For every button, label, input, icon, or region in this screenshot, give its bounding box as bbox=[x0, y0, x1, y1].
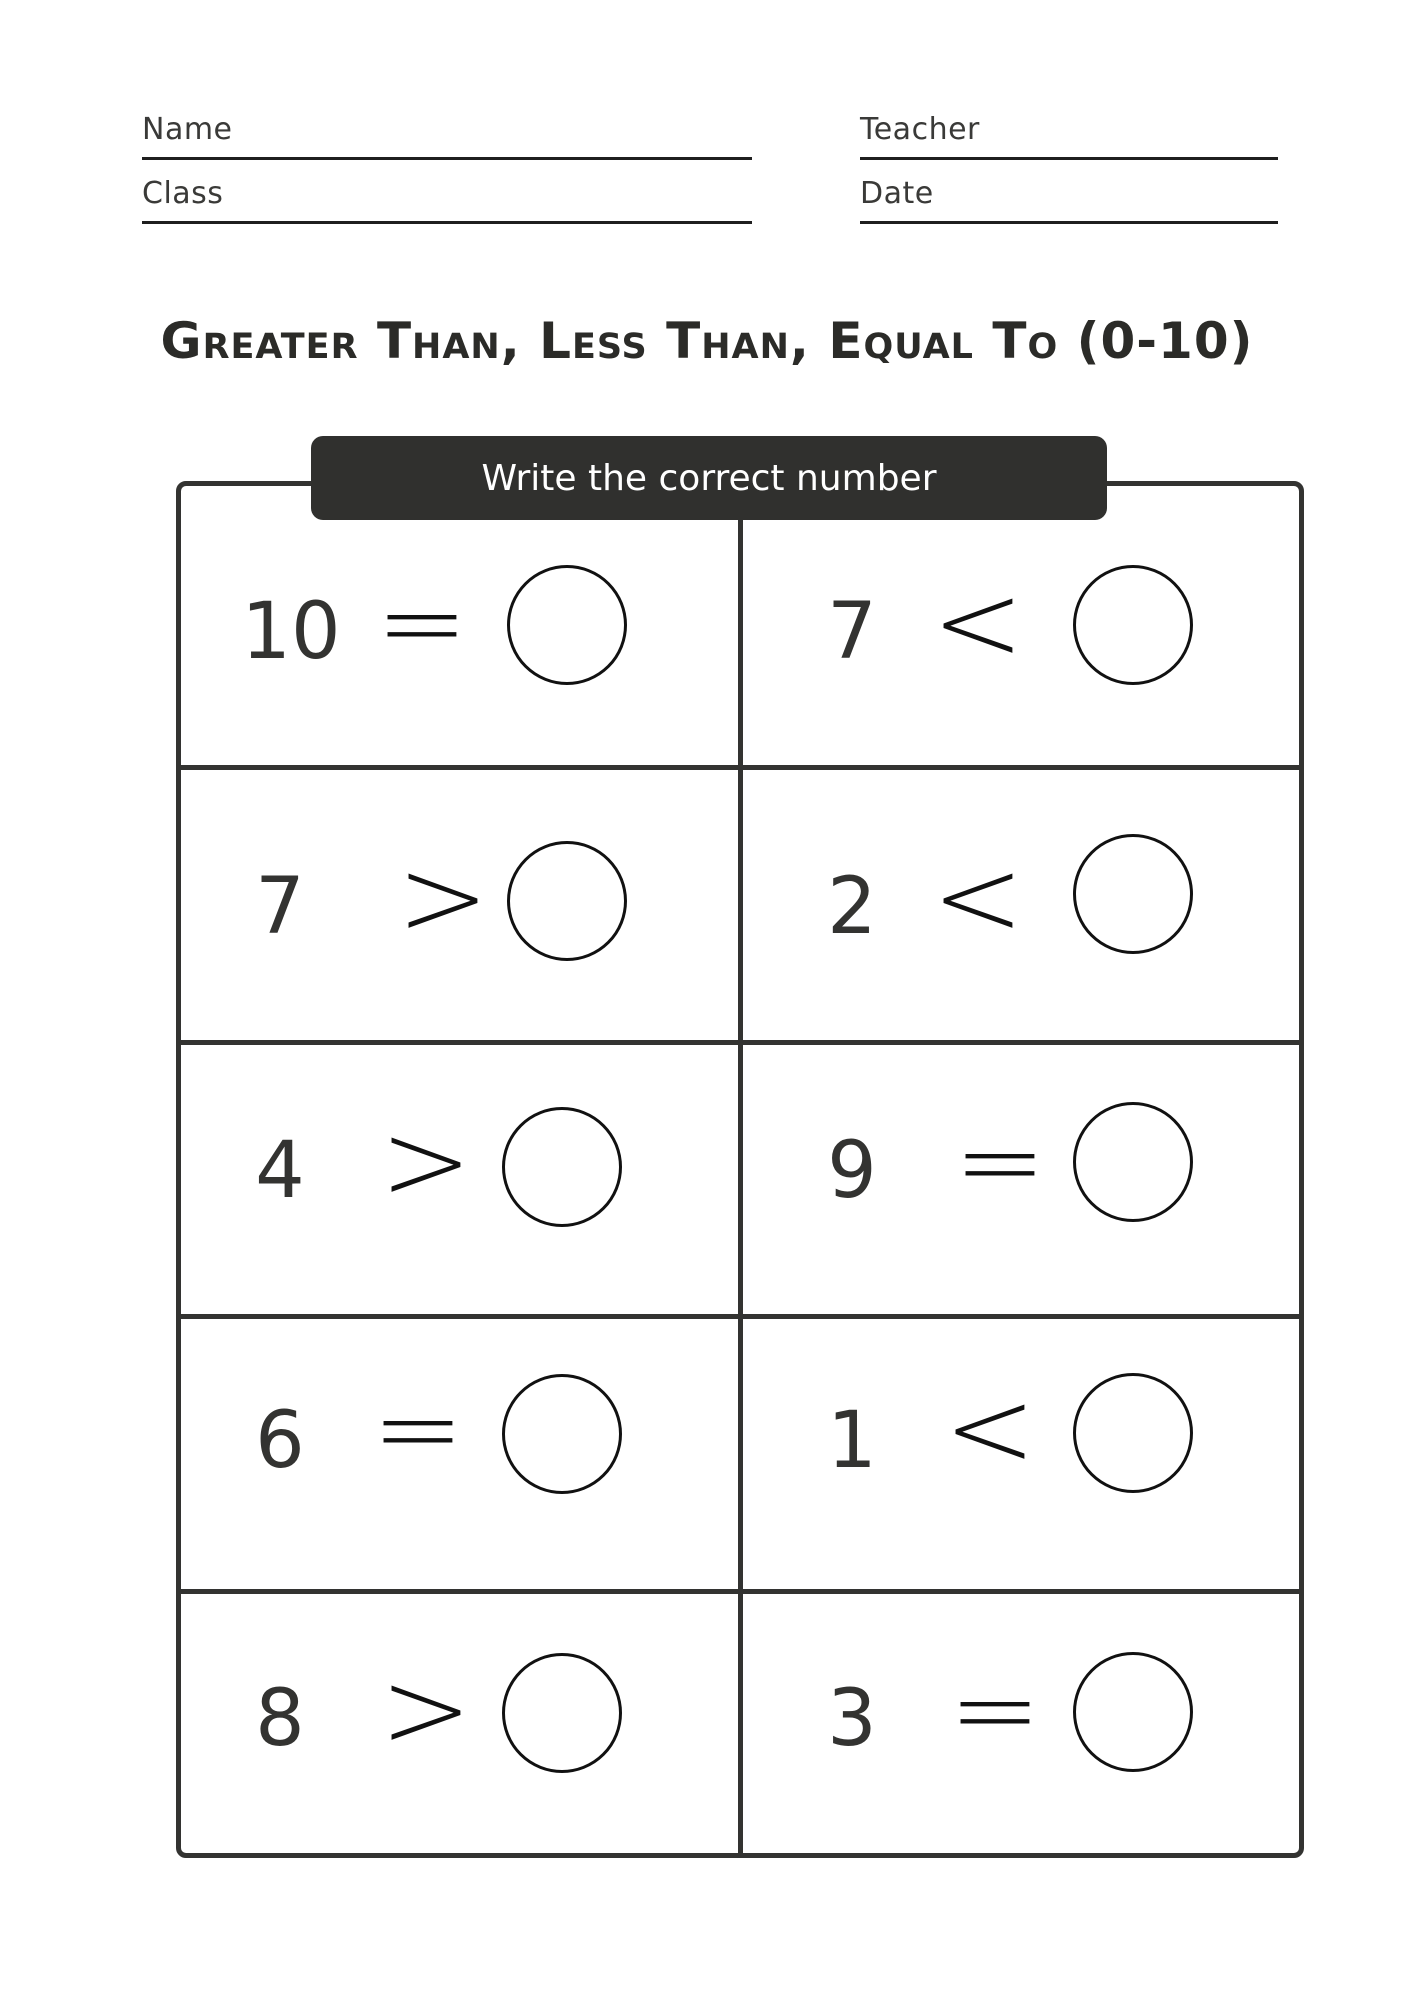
problem-number: 7 bbox=[827, 587, 877, 677]
comparison-symbol: > bbox=[396, 833, 490, 961]
class-line[interactable] bbox=[142, 221, 752, 224]
comparison-symbol: > bbox=[379, 1097, 473, 1225]
answer-circle[interactable] bbox=[507, 565, 627, 685]
comparison-symbol: = bbox=[953, 1097, 1047, 1225]
grid-divider-row-2 bbox=[181, 1040, 1299, 1045]
date-field[interactable] bbox=[860, 176, 1278, 226]
class-field[interactable] bbox=[142, 176, 752, 226]
comparison-symbol: = bbox=[948, 1645, 1042, 1773]
answer-circle[interactable] bbox=[1073, 1373, 1193, 1493]
teacher-label: Teacher bbox=[860, 112, 980, 147]
answer-circle[interactable] bbox=[1073, 834, 1193, 954]
comparison-symbol: = bbox=[371, 1364, 465, 1492]
answer-circle[interactable] bbox=[502, 1374, 622, 1494]
comparison-symbol: > bbox=[379, 1645, 473, 1773]
problem-number: 6 bbox=[255, 1396, 305, 1486]
comparison-symbol: < bbox=[931, 833, 1025, 961]
teacher-line[interactable] bbox=[860, 157, 1278, 160]
problem-number: 9 bbox=[827, 1126, 877, 1216]
name-label: Name bbox=[142, 112, 233, 147]
answer-circle[interactable] bbox=[502, 1107, 622, 1227]
date-line[interactable] bbox=[860, 221, 1278, 224]
problem-number: 4 bbox=[255, 1126, 305, 1216]
date-label: Date bbox=[860, 176, 934, 211]
problem-number: 10 bbox=[241, 587, 341, 677]
comparison-symbol: = bbox=[375, 558, 469, 686]
class-label: Class bbox=[142, 176, 224, 211]
grid-divider-row-3 bbox=[181, 1314, 1299, 1319]
name-field[interactable] bbox=[142, 112, 752, 162]
problem-number: 8 bbox=[255, 1674, 305, 1764]
worksheet-title: Greater Than, Less Than, Equal To (0-10) bbox=[160, 312, 1254, 370]
problem-number: 1 bbox=[827, 1396, 877, 1486]
problem-number: 7 bbox=[255, 862, 305, 952]
problem-number: 2 bbox=[827, 862, 877, 952]
answer-circle[interactable] bbox=[1073, 565, 1193, 685]
grid-divider-row-4 bbox=[181, 1589, 1299, 1594]
teacher-field[interactable] bbox=[860, 112, 1278, 162]
problem-number: 3 bbox=[827, 1674, 877, 1764]
name-line[interactable] bbox=[142, 157, 752, 160]
answer-circle[interactable] bbox=[507, 841, 627, 961]
answer-circle[interactable] bbox=[1073, 1102, 1193, 1222]
comparison-symbol: < bbox=[931, 558, 1025, 686]
instruction-banner: Write the correct number bbox=[311, 436, 1107, 520]
grid-divider-vertical bbox=[738, 486, 743, 1853]
answer-circle[interactable] bbox=[1073, 1652, 1193, 1772]
comparison-symbol: < bbox=[943, 1364, 1037, 1492]
answer-circle[interactable] bbox=[502, 1653, 622, 1773]
grid-divider-row-1 bbox=[181, 765, 1299, 770]
